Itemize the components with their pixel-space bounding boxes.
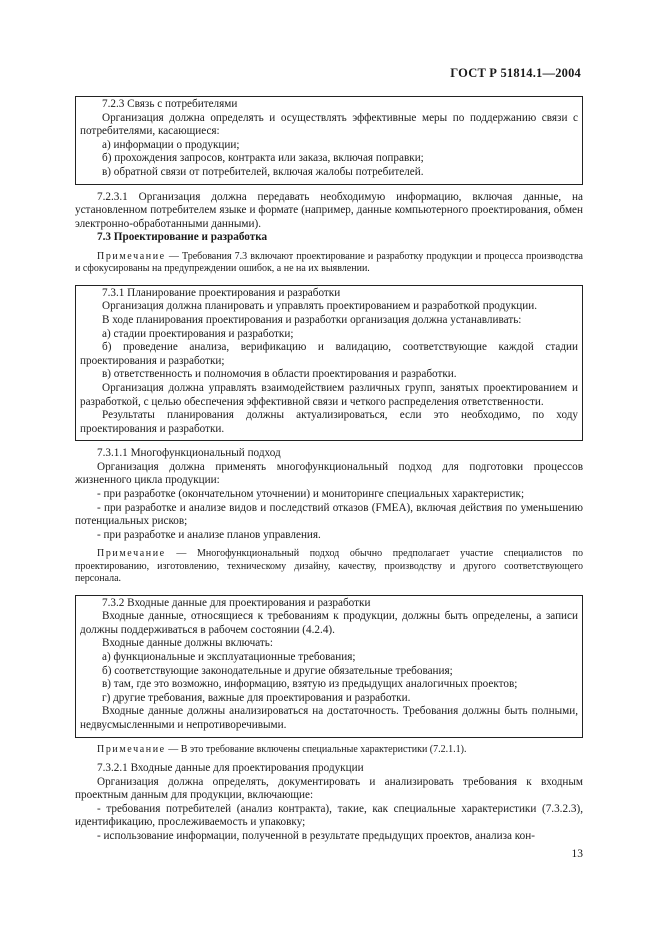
list-item: - при разработке и анализе видов и последствий отказов (FMEA), включая действия по уменьшению потенциальных рисков; xyxy=(75,501,583,528)
list-item: б) прохождения запросов, контракта или заказа, включая поправки; xyxy=(102,152,424,165)
section-heading-7-3-2-1: 7.3.2.1 Входные данные для проектирования продукции xyxy=(97,762,364,774)
list-item: - при разработке и анализе планов управления. xyxy=(97,528,321,541)
note-1 xyxy=(75,251,583,276)
note-label: Примечание xyxy=(97,743,166,755)
list-item: - требования потребителей (анализ контракта), такие, как специальные характеристики (7.3.2.3), идентификацию, прослеживаемость и упаковку; xyxy=(75,802,583,829)
paragraph: Организация должна управлять взаимодействием различных групп, занятых проектированием и разработкой, с целью обеспечения эффективной связи и четкого распределения ответственности. xyxy=(80,381,578,408)
note-2 xyxy=(75,548,583,585)
page-content xyxy=(75,96,583,844)
list-item: б) проведение анализа, верификацию и валидацию, соответствующие каждой стадии проектирования и разработки; xyxy=(80,341,578,367)
note-label: Примечание xyxy=(97,250,166,262)
paragraph-7-2-3-1: 7.2.3.1 Организация должна передавать необходимую информацию, включая данные, на установленном потребителем языке и формате (например, данные компьютерного проектирования, обмен электронно-обработанными данными). xyxy=(75,190,583,230)
list-item: в) обратной связи от потребителей, включая жалобы потребителей. xyxy=(102,165,424,178)
boxed-section-7-3-1 xyxy=(75,285,583,442)
list-item: б) соответствующие законодательные и другие обязательные требования; xyxy=(102,664,453,677)
list-item: г) другие требования, важные для проектирования и разработки. xyxy=(102,691,411,704)
paragraph: Входные данные, относящиеся к требованиям к продукции, должны быть определены, а записи должны поддерживаться в рабочем состоянии (4.2.4). xyxy=(80,610,578,636)
section-heading: 7.3.2 Входные данные для проектирования и разработки xyxy=(102,596,371,609)
paragraph: В ходе планирования проектирования и разработки организация должна устанавливать: xyxy=(102,313,522,326)
paragraph: Входные данные должны включать: xyxy=(102,637,274,650)
list-item: а) функциональные и эксплуатационные требования; xyxy=(102,651,356,664)
note-text: — Требования 7.3 включают проектирование и разработку продукции и процесса производства и сфокусированы на предупреждении ошибок, а не на их выявлении. xyxy=(75,250,583,275)
note-label: Примечание xyxy=(97,548,166,560)
paragraph: Организация должна определять, документировать и анализировать требования к входным проектным данным для продукции, включающие: xyxy=(75,775,583,802)
paragraph: Организация должна применять многофункциональный подход для подготовки процессов жизненного цикла продукции: xyxy=(75,460,583,487)
list-item: а) информации о продукции; xyxy=(102,138,240,151)
note-text: — В это требование включены специальные характеристики (7.2.1.1). xyxy=(165,743,467,755)
section-heading-7-3-1-1: 7.3.1.1 Многофункциональный подход xyxy=(97,447,281,460)
list-item: в) там, где это возможно, информацию, взятую из предыдущих аналогичных проектов; xyxy=(102,678,518,691)
paragraph: Результаты планирования должны актуализироваться, если это необходимо, по ходу проектирования и разработки. xyxy=(80,409,578,435)
note-text: — Многофункциональный подход обычно предполагает участие специалистов по проектированию, изготовлению, техническому дизайну, качеству, производству и другого соответствующего персонала. xyxy=(75,548,583,585)
paragraph: Организация должна планировать и управлять проектированием и разработкой продукции. xyxy=(102,300,538,313)
paragraph: Входные данные должны анализироваться на достаточность. Требования должны быть полными, недвусмысленными и непротиворечивыми. xyxy=(80,705,578,731)
list-item: - при разработке (окончательном уточнении) и мониторинге специальных характеристик; xyxy=(97,488,525,501)
section-title-7-3: 7.3 Проектирование и разработка xyxy=(97,231,268,244)
boxed-section-7-2-3 xyxy=(75,96,583,185)
list-item: в) ответственность и полномочия в области проектирования и разработки. xyxy=(102,368,457,381)
document-header: ГОСТ Р 51814.1—2004 xyxy=(450,66,581,80)
list-item: - использование информации, полученной в результате предыдущих проектов, анализа кон- xyxy=(97,829,535,842)
section-heading: 7.2.3 Связь с потребителями xyxy=(102,98,238,110)
page-number: 13 xyxy=(571,848,583,860)
section-heading: 7.3.1 Планирование проектирования и разработки xyxy=(102,286,341,299)
note-3 xyxy=(75,744,583,756)
paragraph: Организация должна определять и осуществлять эффективные меры по поддержанию связи с потребителями, касающиеся: xyxy=(80,111,578,138)
list-item: а) стадии проектирования и разработки; xyxy=(102,327,294,340)
boxed-section-7-3-2 xyxy=(75,595,583,738)
